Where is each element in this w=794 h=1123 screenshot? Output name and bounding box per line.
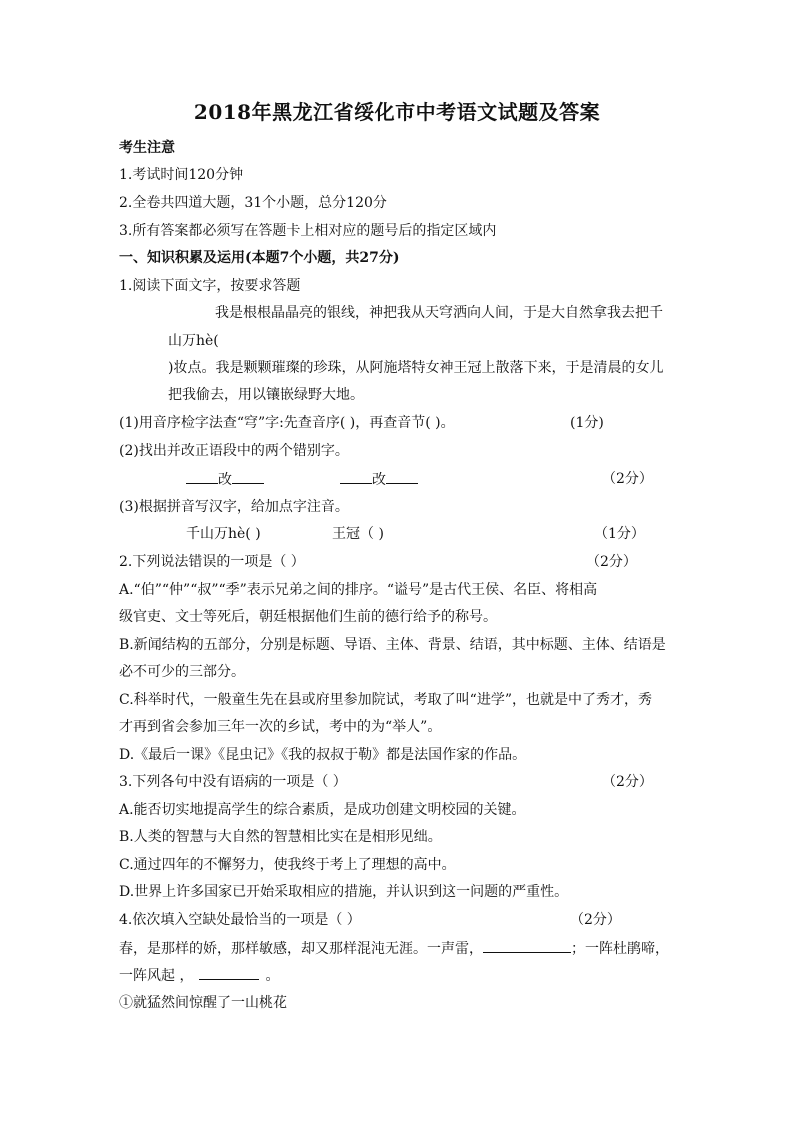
option-line: C.科举时代，一般童生先在县或府里参加院试，考取了叫“进学”，也就是中了秀才，秀 [119,692,652,708]
option-line: 才再到省会参加三年一次的乡试，考中的为“举人”。 [119,719,442,735]
sentence-text: 一阵风起 ， [119,968,194,984]
correction-fill [186,469,264,490]
answer-blank[interactable] [232,469,264,484]
option-line: 级官吏、文士等死后，朝廷根据他们生前的德行给予的称号。 [119,609,497,625]
correction-fill [340,469,418,490]
option-line: B.人类的智慧与大自然的智慧相比实在是相形见绌。 [119,829,442,845]
page-title: 2018年黑龙江省绥化市中考语文试题及答案 [193,100,601,124]
notice-item: 3.所有答案都必须写在答题卡上相对应的题号后的指定区域内 [119,223,497,239]
fill-sentence [119,965,279,986]
passage-line: )妆点。我是颗颗璀璨的珍珠，从阿施塔特女神王冠上散落下来，于是清晨的女儿 [168,360,664,376]
fill-label: 改 [372,472,386,488]
score-label: （2分） [602,471,653,487]
question-stem: 2.下列说法错误的一项是（ ） [119,554,305,570]
section-heading: 一、知识积累及运用(本题7个小题，共27分) [119,250,400,266]
score-label: （2分） [586,554,637,570]
option-line: A.能否切实地提高学生的综合素质，是成功创建文明校园的关键。 [119,802,526,818]
option-line: ①就猛然间惊醒了一山桃花 [119,995,287,1011]
score-label: （1分） [594,526,645,542]
sentence-text: 。 [265,968,280,984]
notice-heading: 考生注意 [119,140,175,156]
pinyin-fill: 王冠（ ) [332,526,384,542]
option-line: D.世界上许多国家已开始采取相应的措施，并认识到这一问题的严重性。 [119,884,569,900]
pinyin-fill: 千山万hè( ) [186,526,261,542]
score-label: （2分） [602,774,653,790]
notice-item: 1.考试时间120分钟 [119,167,244,183]
question-stem: 3.下列各句中没有语病的一项是（ ） [119,774,347,790]
notice-item: 2.全卷共四道大题，31个小题，总分120分 [119,195,387,211]
fill-sentence [119,938,669,959]
passage-line: 把我偷去，用以镶嵌绿野大地。 [168,387,364,403]
option-line: 必不可少的三部分。 [119,664,245,680]
answer-blank[interactable] [340,469,372,484]
sub-question: (3)根据拼音写汉字，给加点字注音。 [119,499,349,515]
passage-line: 山万hè( [168,333,219,349]
answer-blank[interactable] [199,965,259,980]
question-stem: 4.依次填入空缺处最恰当的一项是（ ） [119,912,361,928]
sub-question: (2)找出并改正语段中的两个错别字。 [119,443,349,459]
option-line: C.通过四年的不懈努力，使我终于考上了理想的高中。 [119,857,456,873]
answer-blank[interactable] [386,469,418,484]
score-label: （2分） [570,912,621,928]
sentence-text: 春，是那样的娇，那样敏感，却又那样混沌无涯。一声雷， [119,941,483,957]
question-stem: 1.阅读下面文字，按要求答题 [119,278,301,294]
sentence-text: ；一阵杜鹃啼， [571,941,669,957]
sub-question: (1)用音序检字法查“穹”字:先查音序( )，再查音节( )。 [119,415,455,431]
passage-line: 我是根根晶晶亮的银线，神把我从天穹洒向人间，于是大自然拿我去把千 [215,305,663,321]
option-line: A.“伯”“仲”“叔”“季”表示兄弟之间的排序。“谥号”是古代王侯、名臣、将相高 [119,582,598,598]
answer-blank[interactable] [186,469,218,484]
score-label: (1分) [570,415,604,431]
fill-label: 改 [218,472,232,488]
answer-blank[interactable] [483,938,571,953]
option-line: B.新闻结构的五部分，分别是标题、导语、主体、背景、结语，其中标题、主体、结语是 [119,637,666,653]
option-line: D.《最后一课》《昆虫记》《我的叔叔于勒》都是法国作家的作品。 [119,747,527,763]
